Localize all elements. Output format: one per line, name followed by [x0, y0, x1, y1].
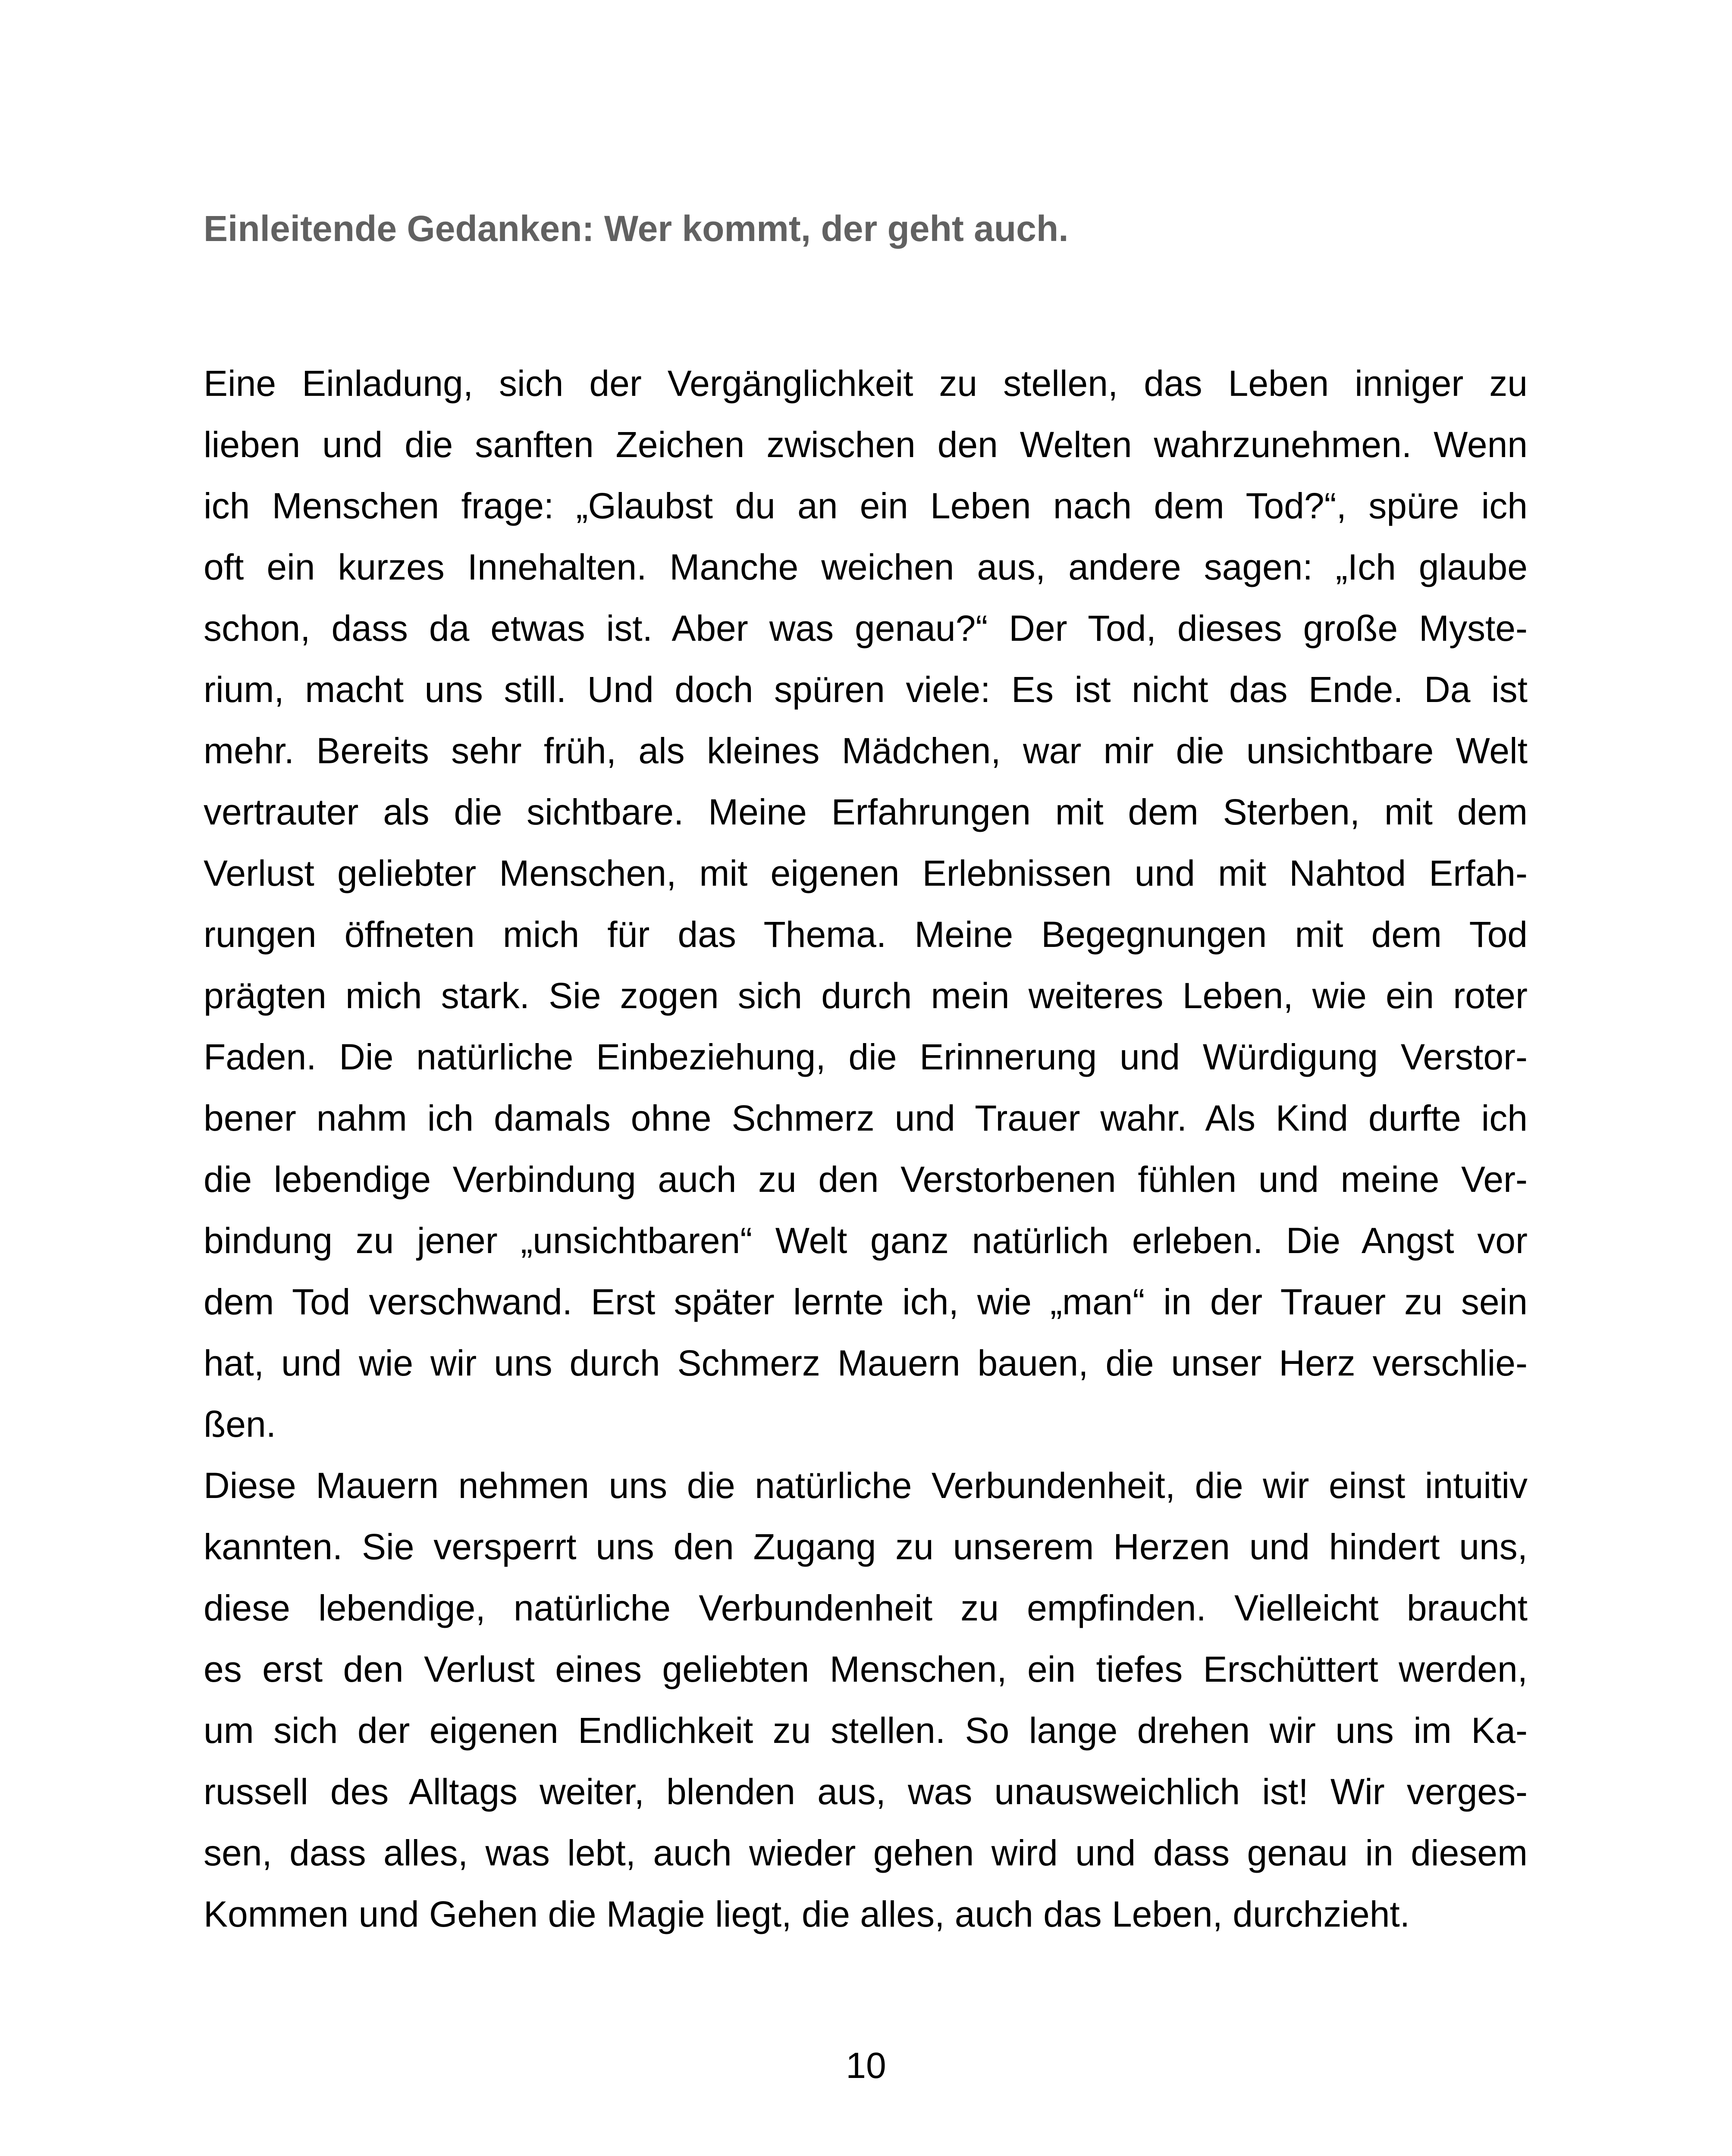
- text-line: russell des Alltags weiter, blenden aus, was unausweichlich ist! Wir verges-: [204, 1771, 1528, 1812]
- text-line: vertrauter als die sichtbare. Meine Erfahrungen mit dem Sterben, mit dem: [204, 792, 1528, 832]
- text-line: bindung zu jener „unsichtbaren“ Welt ganz natürlich erleben. Die Angst vor: [204, 1220, 1528, 1261]
- text-line: ßen.: [204, 1404, 276, 1445]
- text-line: rungen öffneten mich für das Thema. Meine Begegnungen mit dem Tod: [204, 914, 1528, 955]
- text-line: rium, macht uns still. Und doch spüren viele: Es ist nicht das Ende. Da ist: [204, 669, 1528, 710]
- text-line: lieben und die sanften Zeichen zwischen den Welten wahrzunehmen. Wenn: [204, 424, 1528, 465]
- text-line: hat, und wie wir uns durch Schmerz Mauern bauen, die unser Herz verschlie-: [204, 1343, 1528, 1383]
- text-line: ich Menschen frage: „Glaubst du an ein Leben nach dem Tod?“, spüre ich: [204, 486, 1528, 526]
- text-line: oft ein kurzes Innehalten. Manche weichen aus, andere sagen: „Ich glaube: [204, 547, 1528, 587]
- text-line: Diese Mauern nehmen uns die natürliche Verbundenheit, die wir einst intuitiv: [204, 1465, 1528, 1506]
- body-text: [204, 353, 1528, 1945]
- text-line: es erst den Verlust eines geliebten Menschen, ein tiefes Erschüttert werden,: [204, 1649, 1528, 1689]
- text-line: die lebendige Verbindung auch zu den Verstorbenen fühlen und meine Ver-: [204, 1159, 1528, 1200]
- text-line: prägten mich stark. Sie zogen sich durch mein weiteres Leben, wie ein roter: [204, 975, 1528, 1016]
- text-line: um sich der eigenen Endlichkeit zu stellen. So lange drehen wir uns im Ka-: [204, 1710, 1528, 1751]
- text-line: bener nahm ich damals ohne Schmerz und Trauer wahr. Als Kind durfte ich: [204, 1098, 1528, 1138]
- text-line: dem Tod verschwand. Erst später lernte ich, wie „man“ in der Trauer zu sein: [204, 1282, 1528, 1322]
- page-number: 10: [846, 2045, 886, 2086]
- text-line: kannten. Sie versperrt uns den Zugang zu unserem Herzen und hindert uns,: [204, 1526, 1528, 1567]
- text-line: schon, dass da etwas ist. Aber was genau?“ Der Tod, dieses große Myste-: [204, 608, 1528, 649]
- text-line: sen, dass alles, was lebt, auch wieder gehen wird und dass genau in diesem: [204, 1833, 1528, 1873]
- chapter-heading: Einleitende Gedanken: Wer kommt, der geht auch.: [204, 208, 1069, 249]
- text-line: Eine Einladung, sich der Vergänglichkeit zu stellen, das Leben inniger zu: [204, 363, 1528, 404]
- text-line: mehr. Bereits sehr früh, als kleines Mädchen, war mir die unsichtbare Welt: [204, 730, 1528, 771]
- text-line: diese lebendige, natürliche Verbundenheit zu empfinden. Vielleicht braucht: [204, 1588, 1528, 1628]
- text-line: Verlust geliebter Menschen, mit eigenen Erlebnissen und mit Nahtod Erfah-: [204, 853, 1528, 893]
- text-line: Kommen und Gehen die Magie liegt, die alles, auch das Leben, durchzieht.: [204, 1894, 1410, 1934]
- text-line: Faden. Die natürliche Einbeziehung, die Erinnerung und Würdigung Verstor-: [204, 1037, 1528, 1077]
